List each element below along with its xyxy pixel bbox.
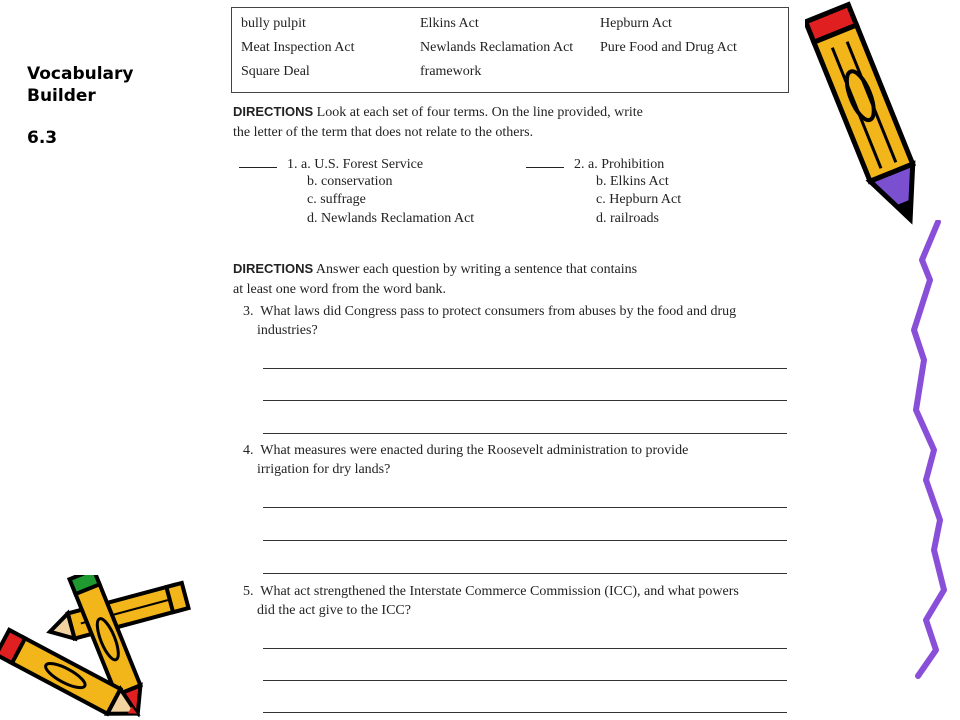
answer-line[interactable] [263, 540, 787, 541]
matching-item [239, 154, 423, 175]
choice: b. conservation [307, 174, 393, 189]
answer-blank[interactable] [526, 154, 564, 168]
word-bank-term: Pure Food and Drug Act [600, 40, 737, 55]
word-bank [231, 7, 789, 93]
pencil-icon [0, 575, 200, 720]
squiggle-line [900, 220, 960, 680]
question-text: industries? [257, 323, 318, 338]
word-bank-term: Newlands Reclamation Act [420, 40, 574, 55]
answer-line[interactable] [263, 648, 787, 649]
word-bank-term: bully pulpit [241, 16, 306, 31]
answer-line[interactable] [263, 680, 787, 681]
matching-item [526, 154, 664, 175]
item-number: 2. [574, 157, 585, 172]
choice: c. Hepburn Act [596, 192, 682, 207]
question [243, 582, 793, 620]
question-text: did the act give to the ICC? [257, 603, 411, 618]
answer-line[interactable] [263, 712, 787, 713]
question-text: What act strengthened the Interstate Commerce Commission (ICC), and what powers [260, 584, 739, 599]
choice: a. U.S. Forest Service [301, 157, 424, 172]
directions-text: Look at each set of four terms. On the line provided, write [316, 105, 643, 120]
directions-text: the letter of the term that does not relate to the others. [233, 125, 534, 140]
question-text: What laws did Congress pass to protect consumers from abuses by the food and drug [260, 304, 737, 319]
directions-label: DIRECTIONS [233, 104, 314, 119]
question [243, 302, 793, 340]
question-number: 4. [243, 443, 254, 458]
question [243, 441, 793, 479]
choice: d. railroads [596, 211, 659, 226]
answer-line[interactable] [263, 433, 787, 434]
question-text: irrigation for dry lands? [257, 462, 391, 477]
word-bank-term: Meat Inspection Act [241, 40, 355, 55]
item-number: 1. [287, 157, 298, 172]
choice: d. Newlands Reclamation Act [307, 211, 475, 226]
question-text: What measures were enacted during the Roosevelt administration to provide [260, 443, 689, 458]
directions-text: Answer each question by writing a sentence that contains [315, 262, 638, 277]
word-bank-term: Hepburn Act [600, 16, 672, 31]
directions-block [233, 102, 713, 143]
question-number: 3. [243, 304, 254, 319]
choice: b. Elkins Act [596, 174, 669, 189]
directions-text: at least one word from the word bank. [233, 282, 447, 297]
directions-block [233, 259, 713, 300]
answer-line[interactable] [263, 368, 787, 369]
answer-blank[interactable] [239, 154, 277, 168]
choice: c. suffrage [307, 192, 366, 207]
page-title: Vocabulary Builder [27, 64, 134, 106]
answer-line[interactable] [263, 573, 787, 574]
pencil-icon [805, 0, 955, 235]
word-bank-term: Square Deal [241, 64, 310, 79]
section-number: 6.3 [27, 128, 58, 148]
answer-line[interactable] [263, 400, 787, 401]
choice: a. Prohibition [588, 157, 665, 172]
directions-label: DIRECTIONS [233, 261, 314, 276]
question-number: 5. [243, 584, 254, 599]
answer-line[interactable] [263, 507, 787, 508]
word-bank-term: Elkins Act [420, 16, 479, 31]
word-bank-term: framework [420, 64, 482, 79]
